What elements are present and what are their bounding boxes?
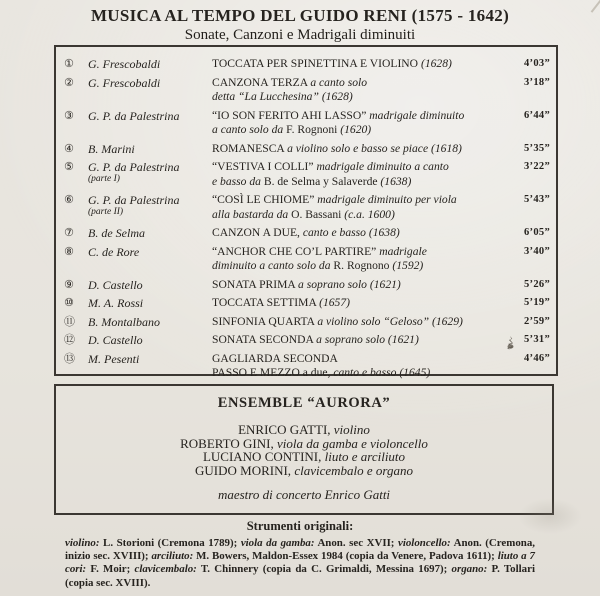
track-number: ④: [64, 141, 74, 155]
track-row: [62, 109, 552, 138]
track-title-line: [212, 142, 506, 157]
member-name: LUCIANO CONTINI,: [202, 449, 322, 464]
ensemble-member: [56, 464, 552, 478]
instrument-segment: Anon. (Cremona, inizio sec. XVIII);: [65, 537, 535, 563]
track-number: ⑨: [64, 277, 74, 291]
album-header: [0, 6, 600, 44]
track-title: [212, 333, 510, 348]
composer-name: G. Frescobaldi: [88, 75, 161, 90]
track-duration: 3’18”: [524, 76, 550, 88]
title-segment: (1620): [340, 123, 372, 136]
track-number: ⑤: [64, 160, 74, 173]
track-composer: [88, 352, 212, 366]
title-segment: detta “La Lucchesina” (1628): [212, 90, 353, 103]
track-row: [62, 278, 552, 293]
title-segment: a violino solo “Geloso” (1629): [317, 314, 463, 328]
track-title-line: [212, 296, 506, 311]
track-title: [212, 57, 510, 72]
title-segment: “VESTIVA I COLLI”: [212, 160, 317, 173]
title-segment: diminuito a canto solo da: [212, 259, 334, 272]
track-duration: 4’03”: [524, 58, 550, 69]
track-row: [62, 142, 552, 157]
title-segment: SINFONIA QUARTA: [212, 314, 318, 328]
track-duration: 3’40”: [524, 245, 550, 257]
instrument-segment: P. Tollari (copia sec. XVIII).: [65, 563, 535, 589]
member-role: viola da gamba e violoncello: [273, 435, 428, 451]
title-segment: e basso da: [212, 174, 264, 188]
track-part-note: (parte I): [88, 174, 120, 184]
track-row: [62, 160, 552, 189]
title-segment: CANZON A DUE,: [212, 226, 303, 239]
concert-master-credit: maestro di concerto Enrico Gatti: [217, 487, 391, 502]
track-title-line: [212, 315, 506, 330]
track-title: [212, 226, 510, 241]
instruments-heading: Strumenti originali:: [246, 519, 354, 533]
track-title: [212, 315, 510, 330]
title-segment: “IO SON FERITO AHI LASSO”: [212, 108, 370, 122]
title-segment: a soprano solo (1621): [298, 277, 401, 291]
ensemble-member: [56, 450, 552, 464]
track-row: [62, 333, 552, 348]
track-number: ⑬: [64, 351, 75, 365]
title-segment: SONATA SECONDA: [212, 333, 317, 346]
title-segment: a violino solo e basso se piace (1618): [287, 141, 462, 155]
instrument-segment: clavicembalo:: [134, 563, 197, 576]
title-segment: SONATA PRIMA: [212, 277, 299, 291]
instrument-segment: liuto a 7 cori:: [65, 550, 535, 576]
composer-name: D. Castello: [88, 333, 143, 347]
member-name: ROBERTO GINI,: [180, 435, 274, 451]
track-composer: [88, 142, 212, 156]
track-number: ⑪: [64, 314, 75, 328]
composer-name: M. Pesenti: [88, 351, 140, 366]
composer-name: M. A. Rossi: [88, 296, 144, 310]
track-title: [212, 142, 510, 157]
composer-name: B. Marini: [88, 141, 135, 156]
track-title: [212, 76, 510, 105]
track-title: [212, 193, 510, 222]
instrument-segment: L. Storioni (Cremona 1789);: [99, 537, 241, 549]
title-segment: TOCCATA PER SPINETTINA E VIOLINO: [212, 57, 421, 70]
track-duration: 5’19”: [524, 297, 550, 308]
scan-smudge-artifact: [518, 498, 582, 534]
instrument-segment: violoncello:: [398, 537, 451, 549]
member-role: liuto e arciliuto: [321, 449, 406, 464]
track-number: ⑧: [64, 244, 74, 258]
track-title-line: [212, 123, 506, 138]
track-composer: [88, 278, 212, 292]
composer-name: C. de Rore: [88, 244, 140, 259]
member-role: violino: [330, 422, 370, 437]
instrument-segment: viola da gamba:: [240, 537, 315, 549]
track-duration: 5’43”: [524, 194, 550, 205]
track-number: ⑩: [64, 296, 74, 309]
composer-name: D. Castello: [88, 277, 143, 292]
track-part-note: (parte II): [88, 207, 124, 217]
instrument-segment: M. Bowers, Maldon-Essex 1984 (copia da Venere, Padova 1611);: [193, 550, 498, 563]
track-title-line: [212, 208, 506, 223]
ink-blot-shape: [504, 335, 518, 351]
album-title: MUSICA AL TEMPO DEL GUIDO RENI (1575 - 1642): [90, 6, 510, 25]
track-title: [212, 109, 510, 138]
track-number: ②: [64, 75, 74, 89]
instrument-segment: organo:: [451, 563, 488, 576]
track-title: [212, 352, 510, 381]
title-segment: madrigale diminuito: [369, 108, 465, 122]
track-composer: [88, 296, 212, 310]
track-row: [62, 245, 552, 274]
track-number: ③: [64, 108, 74, 122]
title-segment: PASSO E MEZZO a due,: [212, 366, 334, 379]
tracklist-box: [54, 45, 558, 379]
title-segment: “COSÌ LE CHIOME”: [212, 193, 318, 206]
track-duration: 5’26”: [524, 278, 550, 290]
album-subtitle: Sonate, Canzoni e Madrigali diminuiti: [184, 27, 416, 43]
composer-name: B. de Selma: [88, 226, 145, 240]
track-title-line: [212, 245, 506, 260]
instrument-segment: violino:: [65, 537, 100, 549]
title-segment: alla bastarda da: [212, 207, 292, 221]
track-title-line: [212, 90, 506, 105]
track-title-line: [212, 160, 506, 175]
title-segment: canto e basso (1645): [333, 366, 431, 379]
track-duration: 2’59”: [524, 315, 550, 327]
composer-name: G. P. da Palestrina: [88, 160, 180, 174]
title-segment: (1628): [420, 57, 452, 70]
track-number: ⑥: [64, 193, 74, 206]
title-segment: CANZONA TERZA: [212, 75, 311, 89]
track-duration: 3’22”: [524, 161, 550, 172]
title-segment: canto e basso (1638): [302, 226, 400, 239]
title-segment: B. de Selma y Salaverde: [263, 174, 381, 188]
ensemble-member: [56, 423, 552, 437]
track-title: [212, 160, 510, 189]
track-title-line: [212, 226, 506, 241]
track-row: [62, 76, 552, 105]
track-number: ⑦: [64, 226, 74, 239]
title-segment: (1638): [380, 174, 412, 188]
title-segment: a canto solo da: [212, 123, 287, 136]
ink-blot-artifact: [504, 335, 518, 351]
composer-name: G. P. da Palestrina: [88, 108, 180, 123]
instrument-segment: T. Chinnery (copia da C. Grimaldi, Messina 1697);: [196, 563, 452, 576]
track-title: [212, 296, 510, 311]
title-segment: ROMANESCA: [212, 141, 288, 155]
ensemble-member: [56, 437, 552, 451]
track-composer: [88, 333, 212, 347]
track-composer: [88, 315, 212, 329]
track-row: [62, 226, 552, 241]
ensemble-name: ENSEMBLE “AURORA”: [217, 395, 391, 411]
title-segment: (1657): [319, 296, 350, 309]
track-title-line: [212, 278, 506, 293]
title-segment: madrigale diminuito per viola: [317, 193, 457, 206]
title-segment: (c.a. 1600): [344, 207, 395, 221]
composer-name: G. P. da Palestrina: [88, 193, 180, 207]
track-number: ①: [64, 57, 74, 70]
title-segment: R. Rognono: [333, 259, 393, 272]
track-title: [212, 245, 510, 274]
title-segment: a soprano solo (1621): [316, 333, 419, 346]
track-duration: 6’05”: [524, 227, 550, 238]
track-duration: 6’44”: [524, 109, 550, 121]
track-row: [62, 296, 552, 311]
track-composer: [88, 57, 212, 71]
track-title-line: [212, 193, 506, 208]
title-segment: “ANCHOR CHE CO’L PARTIRE”: [212, 244, 380, 258]
instrument-segment: Anon. sec XVII;: [314, 537, 398, 549]
title-segment: madrigale diminuito a canto: [316, 160, 449, 173]
track-composer: [88, 226, 212, 240]
track-row: [62, 57, 552, 72]
instrument-segment: arciliuto:: [151, 550, 194, 563]
title-segment: a canto solo: [310, 75, 368, 89]
member-name: GUIDO MORINI,: [195, 462, 292, 478]
title-segment: GAGLIARDA SECONDA: [212, 351, 338, 365]
track-composer: [88, 193, 212, 218]
track-title-line: [212, 175, 506, 190]
ensemble-members: [56, 423, 552, 477]
track-row: [62, 352, 552, 381]
track-title-line: [212, 259, 506, 274]
track-title-line: [212, 76, 506, 91]
composer-name: B. Montalbano: [88, 314, 160, 329]
track-duration: 4’46”: [524, 352, 550, 364]
track-title-line: [212, 352, 506, 367]
track-title-line: [212, 57, 506, 72]
track-row: [62, 193, 552, 222]
ensemble-box: [54, 384, 554, 515]
instrument-segment: F. Moir;: [86, 563, 135, 576]
title-segment: madrigale: [379, 244, 427, 258]
track-duration: 5’35”: [524, 142, 550, 154]
track-composer: [88, 245, 212, 259]
track-composer: [88, 76, 212, 90]
composer-name: G. Frescobaldi: [88, 57, 161, 71]
track-composer: [88, 109, 212, 123]
track-composer: [88, 160, 212, 185]
title-segment: (1592): [392, 259, 424, 272]
track-duration: 5’31”: [524, 334, 550, 345]
track-title: [212, 278, 510, 293]
track-number: ⑫: [64, 333, 75, 346]
track-row: [62, 315, 552, 330]
member-name: ENRICO GATTI,: [238, 422, 331, 437]
title-segment: F. Rognoni: [286, 123, 341, 136]
title-segment: TOCCATA SETTIMA: [212, 296, 320, 309]
track-title-line: [212, 333, 506, 348]
instruments-section: [0, 519, 600, 590]
instruments-paragraph: [65, 537, 535, 590]
track-title-line: [212, 109, 506, 124]
title-segment: O. Bassani: [291, 207, 345, 221]
member-role: clavicembalo e organo: [291, 462, 413, 478]
track-title-line: [212, 366, 506, 381]
